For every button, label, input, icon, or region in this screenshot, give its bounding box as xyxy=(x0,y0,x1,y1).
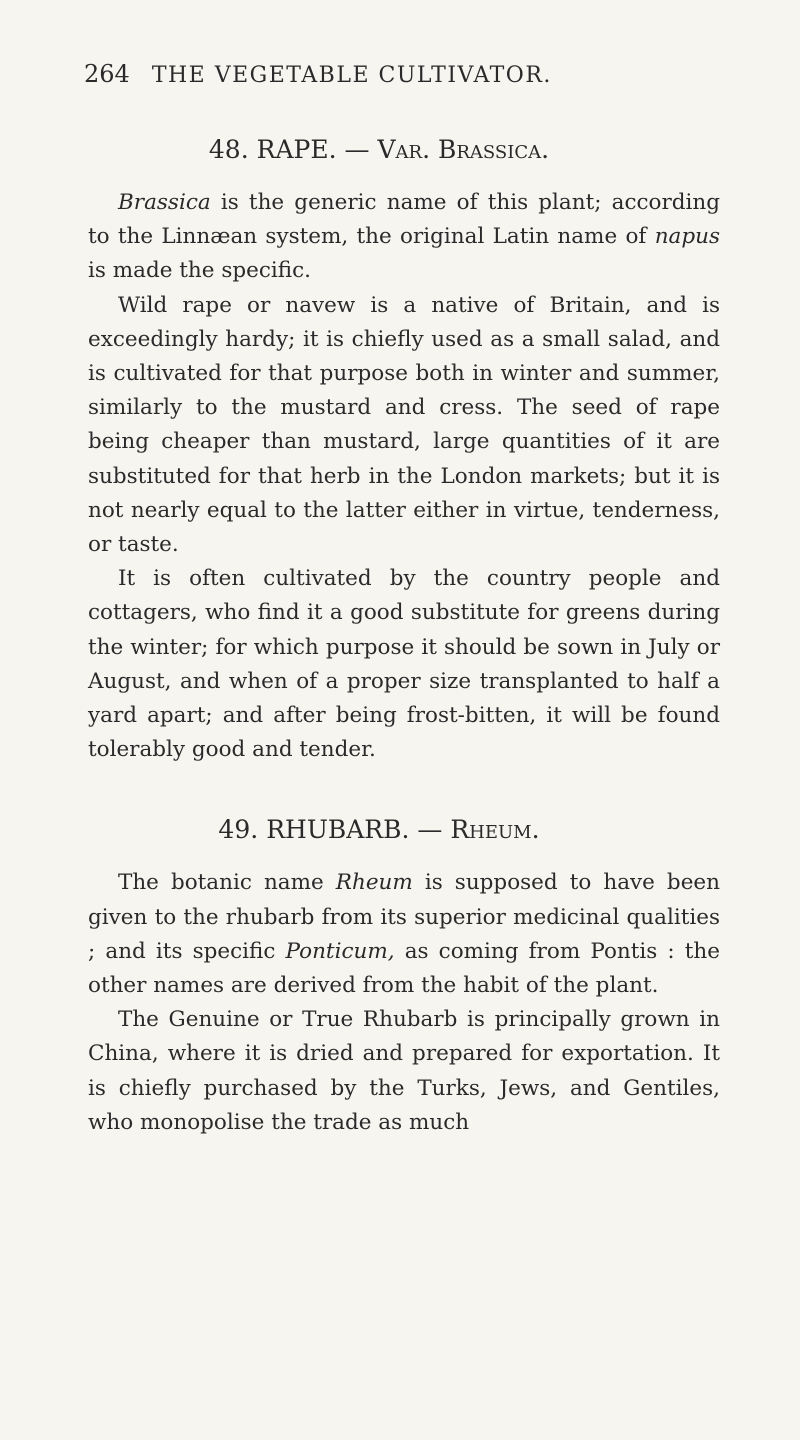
section-variety: — Var. Brassica. xyxy=(344,135,550,164)
paragraph-text: is made the specific. xyxy=(88,258,311,284)
paragraph-text: is supposed to have been given to the rhubarb from its superior medicinal qualities ; and its specific xyxy=(88,870,720,964)
section-title: RAPE. xyxy=(256,135,337,164)
section-title: RHUBARB. xyxy=(266,815,410,845)
italic-term: Ponticum, xyxy=(285,938,395,964)
section-number: 48. xyxy=(208,135,249,164)
paragraph xyxy=(88,866,720,1003)
paragraph: Wild rape or navew is a native of Britain, and is exceedingly hardy; it is chiefly used as a small salad, and is cultivated for that purpose both in winter and summer, similarly to the mustard and cress. The seed of rape being cheaper than mustard, large quantities of it are substituted for that herb in the London markets; but it is not nearly equal to the latter either in virtue, tenderness, or taste. xyxy=(88,292,720,558)
section-number: 49. xyxy=(218,815,259,845)
section-heading-rape xyxy=(88,137,670,162)
paragraph-text: is the generic name of this plant; according to the Linnæan system, the original Latin name of xyxy=(88,190,720,250)
italic-term: Brassica xyxy=(118,190,211,215)
paragraph: The Genuine or True Rhubarb is principally grown in China, where it is dried and prepared for exportation. It is chiefly purchased by the Turks, Jews, and Gentiles, who monopolise the trade as much xyxy=(88,1007,720,1135)
paragraph-text: as coming from Pontis : the other names are derived from the habit of the plant. xyxy=(88,938,720,999)
section-heading-rhubarb xyxy=(88,815,670,845)
running-title: THE VEGETABLE CULTIVATOR. xyxy=(151,63,552,88)
paragraph xyxy=(88,186,720,289)
page-number: 264 xyxy=(84,60,130,88)
italic-term: Rheum xyxy=(335,870,413,896)
paragraph: It is often cultivated by the country people and cottagers, who find it a good substitute for greens during the winter; for which purpose it should be sown in July or August, and when of a proper size transplanted to half a yard apart; and after being frost-bitten, it will be found tolerably good and tender. xyxy=(88,566,720,763)
italic-term: napus xyxy=(654,224,720,250)
running-head xyxy=(84,62,720,87)
paragraph-text: The botanic name xyxy=(118,870,336,896)
section-variety: — Rheum. xyxy=(417,815,540,845)
